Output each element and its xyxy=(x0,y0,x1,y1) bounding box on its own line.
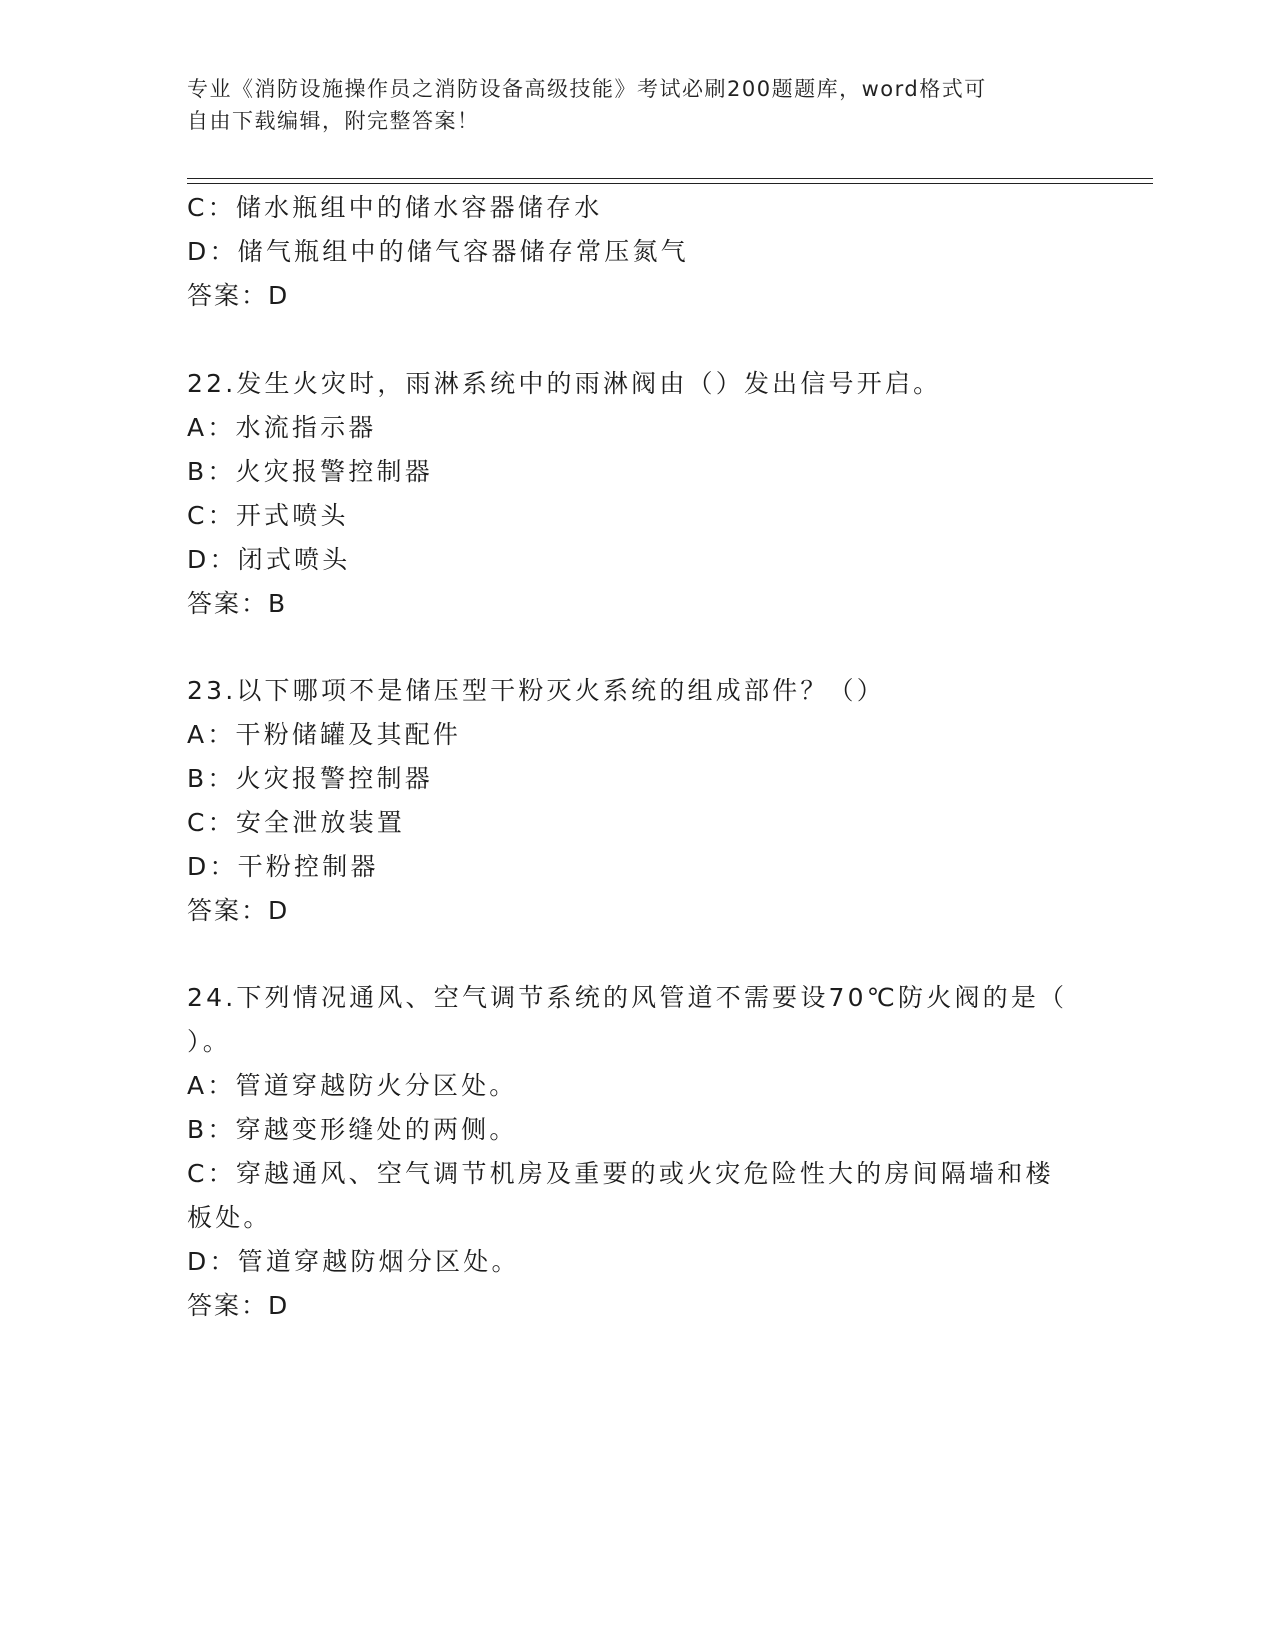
q21-option-d: D：储气瓶组中的储气容器储存常压氮气 xyxy=(187,237,689,266)
q22-option-b: B：火灾报警控制器 xyxy=(187,457,433,486)
q23-stem: 23.以下哪项不是储压型干粉灭火系统的组成部件？（） xyxy=(187,676,885,705)
q24-option-a: A：管道穿越防火分区处。 xyxy=(187,1071,518,1100)
q21-answer: 答案：D xyxy=(187,281,290,310)
q24-option-c-line-1: C：穿越通风、空气调节机房及重要的或火灾危险性大的房间隔墙和楼 xyxy=(187,1159,1054,1188)
q22-option-a: A：水流指示器 xyxy=(187,413,377,442)
q24-option-c-line-2: 板处。 xyxy=(187,1203,272,1232)
q23-option-d: D：干粉控制器 xyxy=(187,852,379,881)
q22-option-d: D：闭式喷头 xyxy=(187,545,351,574)
q23-option-b: B：火灾报警控制器 xyxy=(187,764,433,793)
header-rule-top xyxy=(187,178,1153,179)
header-line-2: 自由下载编辑，附完整答案！ xyxy=(187,109,480,133)
q24-stem-line-2: ）。 xyxy=(187,1027,231,1056)
q24-option-d: D：管道穿越防烟分区处。 xyxy=(187,1247,520,1276)
q23-option-c: C：安全泄放装置 xyxy=(187,808,406,837)
q23-answer: 答案：D xyxy=(187,896,290,925)
q24-answer: 答案：D xyxy=(187,1291,290,1320)
q24-stem-line-1: 24.下列情况通风、空气调节系统的风管道不需要设70℃防火阀的是（ xyxy=(187,983,1068,1012)
q22-option-c: C：开式喷头 xyxy=(187,501,349,530)
document-header xyxy=(187,73,1087,137)
q22-stem: 22.发生火灾时，雨淋系统中的雨淋阀由（）发出信号开启。 xyxy=(187,369,942,398)
q21-option-c: C：储水瓶组中的储水容器储存水 xyxy=(187,193,603,222)
q24-option-b: B：穿越变形缝处的两侧。 xyxy=(187,1115,518,1144)
header-line-1: 专业《消防设施操作员之消防设备高级技能》考试必刷200题题库，word格式可 xyxy=(187,77,987,101)
header-rule-bottom xyxy=(187,183,1153,184)
q23-option-a: A：干粉储罐及其配件 xyxy=(187,720,462,749)
q22-answer: 答案：B xyxy=(187,589,288,618)
